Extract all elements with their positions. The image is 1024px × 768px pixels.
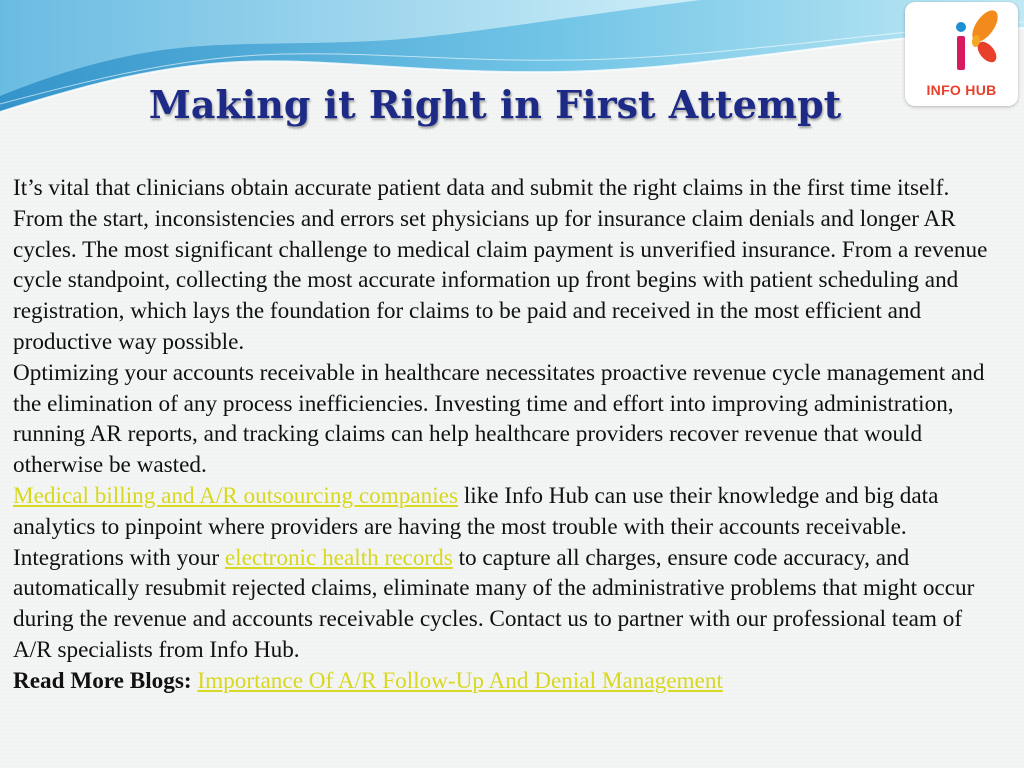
electronic-health-records-link[interactable]: electronic health records [224, 544, 453, 571]
logo-text: INFO HUB [926, 82, 997, 98]
paragraph-optimizing: Optimizing your accounts receivable in healthcare necessitates proactive revenue cycle management and the elimination of any process inefficiencies. Investing time and effort into improving administration, running AR reports, and tracking claims can help healthcare providers recover revenue that would otherwise be wasted. [13, 359, 985, 479]
outsourcing-text-1: like Info Hub can use their knowledge and big data analytics to pinpoint where providers are having the most trouble with their accounts receivable. Integrations with your [13, 482, 939, 571]
read-more-line [13, 666, 998, 697]
paragraph-outsourcing [13, 481, 998, 666]
outsourcing-text-2: to capture all charges, ensure code accuracy, and automatically resubmit rejected claims, eliminate many of the administrative problems that might occur during the revenue and accounts receivable cycles. Contact us to partner with our professional team of A/R specialists from Info Hub. [13, 544, 975, 663]
page-title: Making it Right in First Attempt [148, 82, 842, 127]
body-content [13, 173, 998, 697]
paragraph-intro: It’s vital that clinicians obtain accurate patient data and submit the right claims in the first time itself. From the start, inconsistencies and errors set physicians up for insurance claim denials and longer AR cycles. The most significant challenge to medical claim payment is unverified insurance. From a revenue cycle standpoint, collecting the most accurate information up front begins with patient scheduling and registration, which lays the foundation for claims to be paid and received in the most efficient and productive way possible. [13, 175, 988, 355]
outsourcing-companies-link[interactable]: Medical billing and A/R outsourcing companies [13, 482, 459, 509]
info-hub-logo-icon [905, 2, 1018, 82]
read-more-label: Read More Blogs: [13, 667, 192, 694]
read-more-blog-link[interactable]: Importance Of A/R Follow-Up And Denial Management [197, 667, 723, 694]
